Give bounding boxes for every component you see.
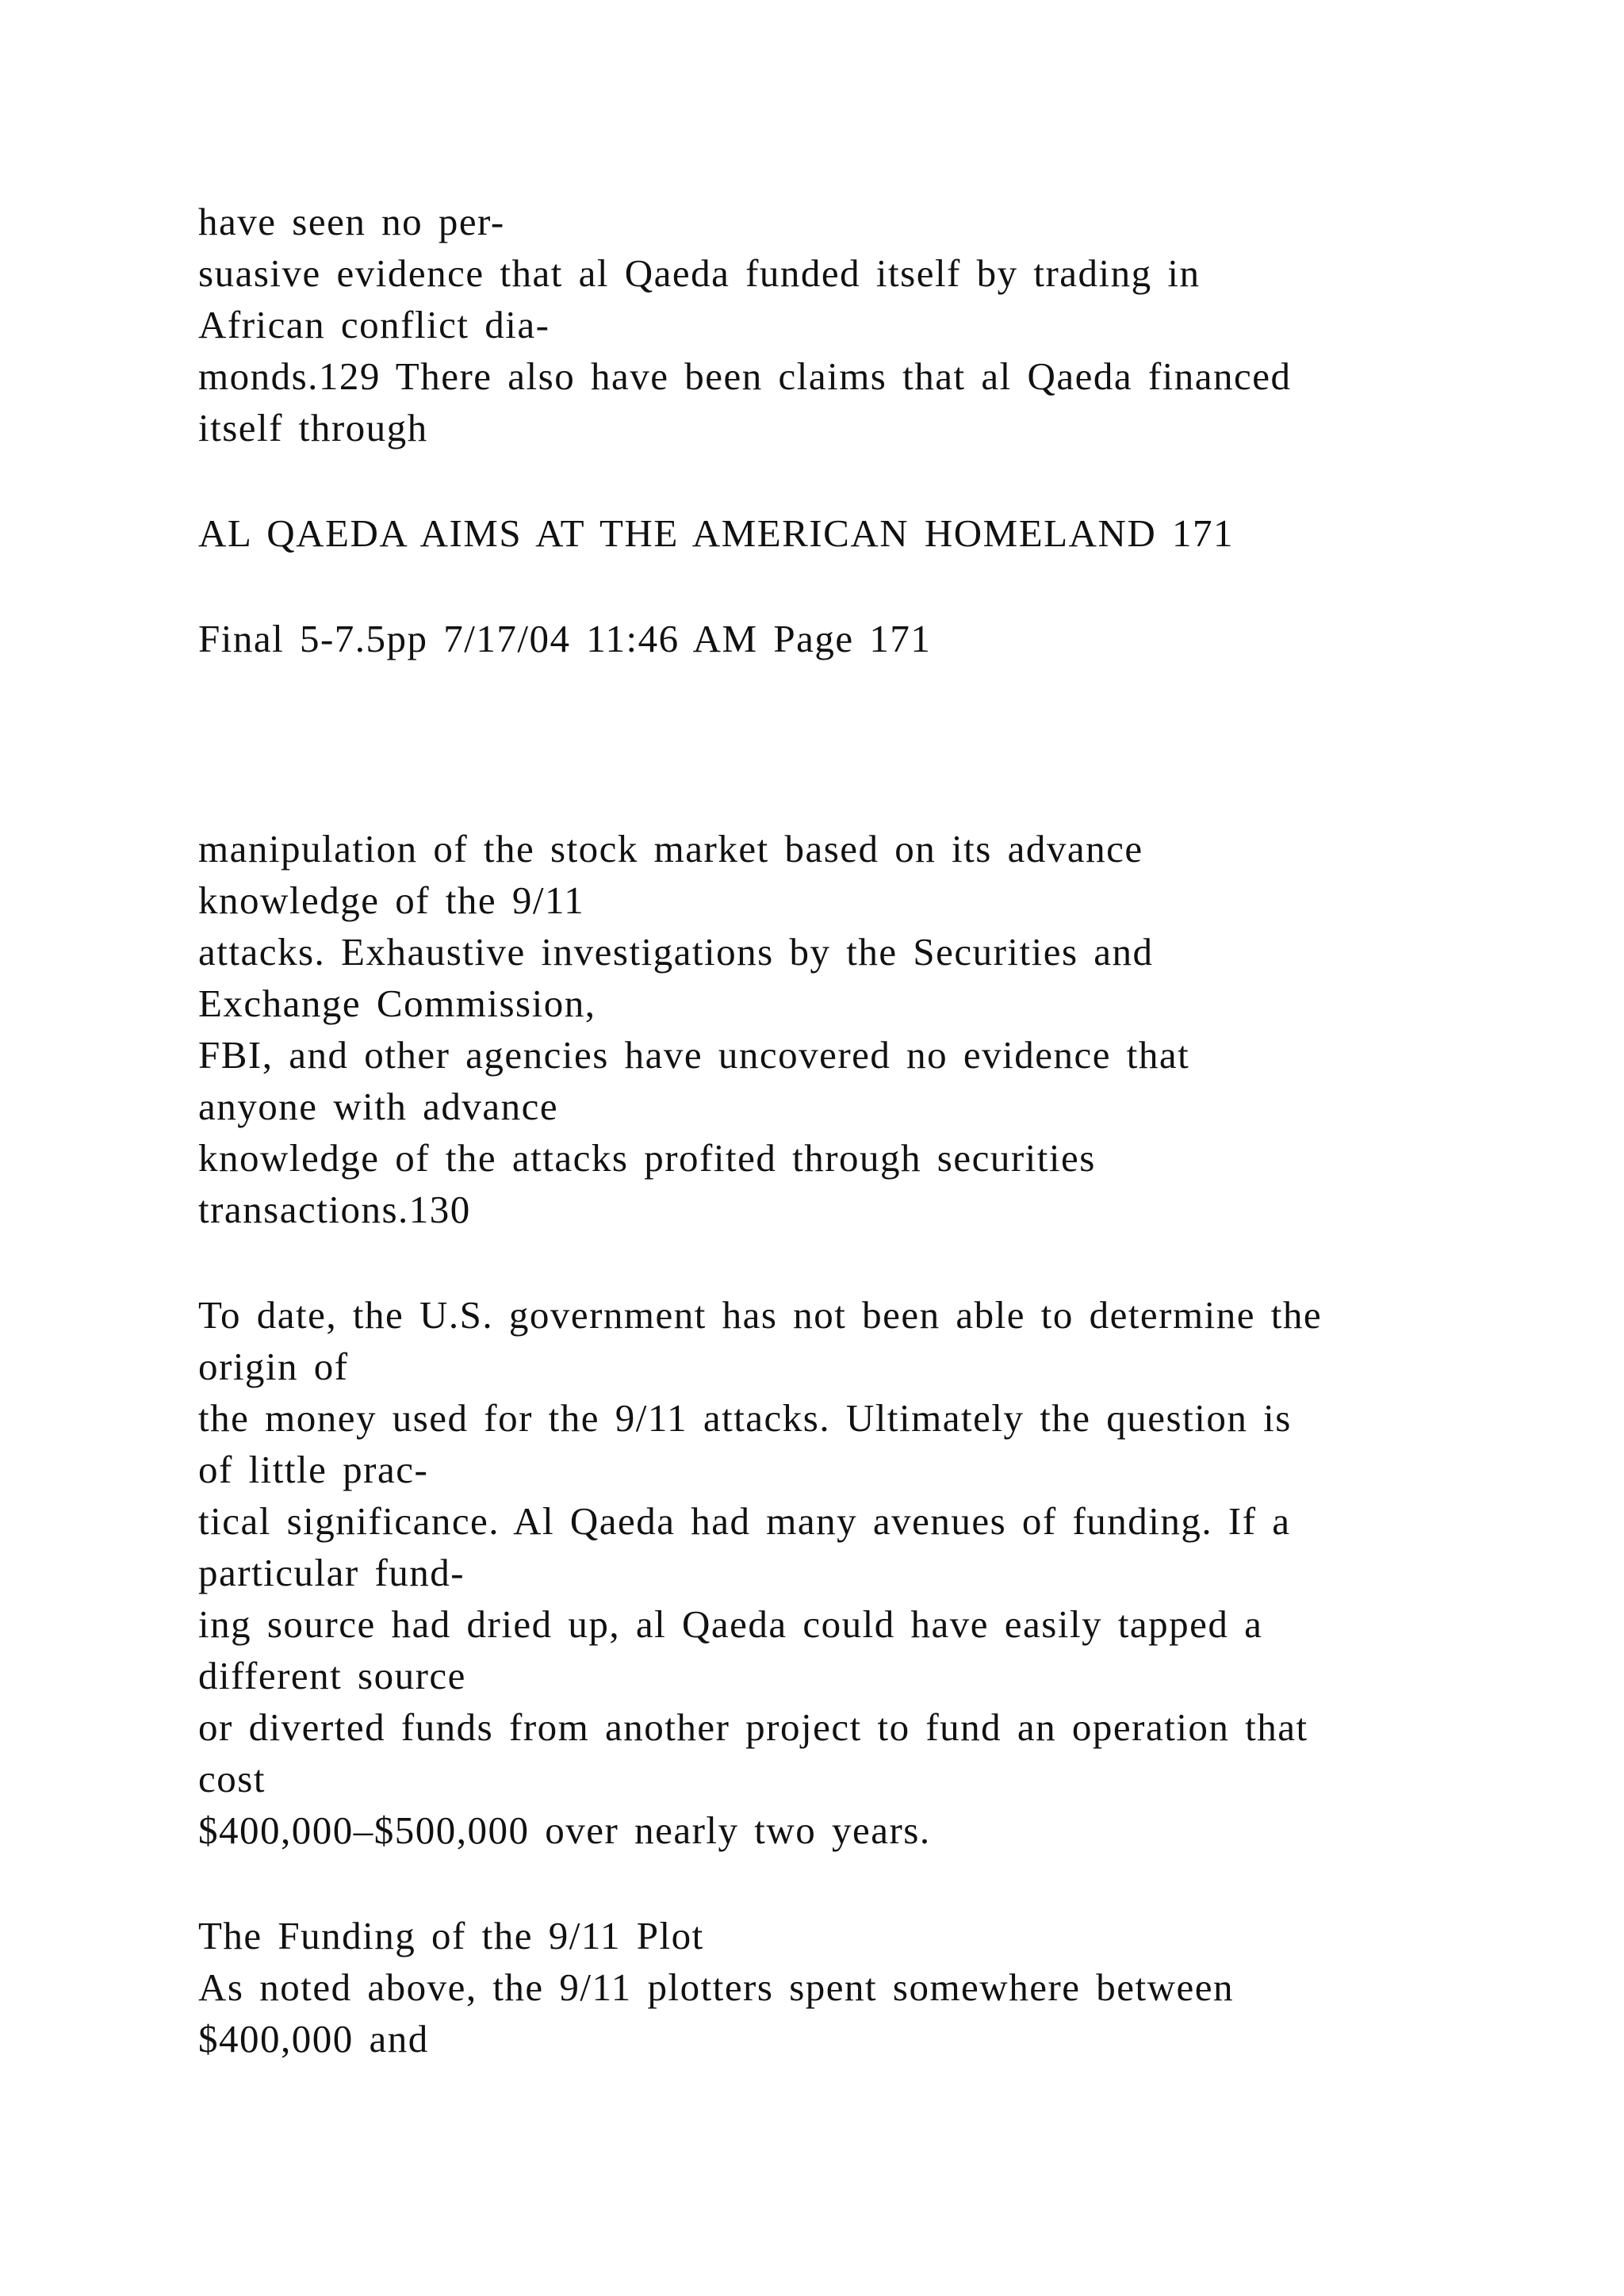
section-heading: The Funding of the 9/11 Plot (198, 1914, 704, 1957)
text-line: manipulation of the stock market based on its advance (198, 827, 1143, 871)
text-line: or diverted funds from another project to fund an operation that (198, 1705, 1308, 1749)
text-line: knowledge of the attacks profited through securities (198, 1136, 1096, 1180)
text-line: different source (198, 1654, 466, 1697)
text-line: $400,000–$500,000 over nearly two years. (198, 1808, 931, 1852)
text-line: origin of (198, 1345, 349, 1388)
text-line: particular fund- (198, 1551, 465, 1594)
text-line: of little prac- (198, 1448, 429, 1491)
text-line: As noted above, the 9/11 plotters spent somewhere between (198, 1965, 1235, 2009)
text-line: attacks. Exhaustive investigations by the Securities and (198, 930, 1154, 974)
text-line: have seen no per- (198, 200, 505, 243)
text-line: anyone with advance (198, 1085, 559, 1128)
text-line: transactions.130 (198, 1188, 471, 1231)
text-line: itself through (198, 406, 428, 450)
text-line: the money used for the 9/11 attacks. Ultimately the question is (198, 1396, 1292, 1440)
text-line: tical significance. Al Qaeda had many avenues of funding. If a (198, 1499, 1291, 1543)
text-line: African conflict dia- (198, 303, 550, 346)
text-line: $400,000 and (198, 2017, 429, 2061)
text-line: FBI, and other agencies have uncovered no evidence that (198, 1033, 1190, 1077)
text-line: cost (198, 1757, 266, 1800)
text-line: Exchange Commission, (198, 982, 596, 1025)
slug-line: Final 5-7.5pp 7/17/04 11:46 AM Page 171 (198, 617, 932, 660)
text-line: monds.129 There also have been claims that al Qaeda financed (198, 354, 1292, 398)
text-line: ing source had dried up, al Qaeda could have easily tapped a (198, 1602, 1263, 1646)
text-line: suasive evidence that al Qaeda funded itself by trading in (198, 251, 1201, 295)
text-line: knowledge of the 9/11 (198, 878, 585, 922)
text-line: To date, the U.S. government has not been able to determine the (198, 1293, 1323, 1337)
running-head: AL QAEDA AIMS AT THE AMERICAN HOMELAND 171 (198, 511, 1235, 555)
